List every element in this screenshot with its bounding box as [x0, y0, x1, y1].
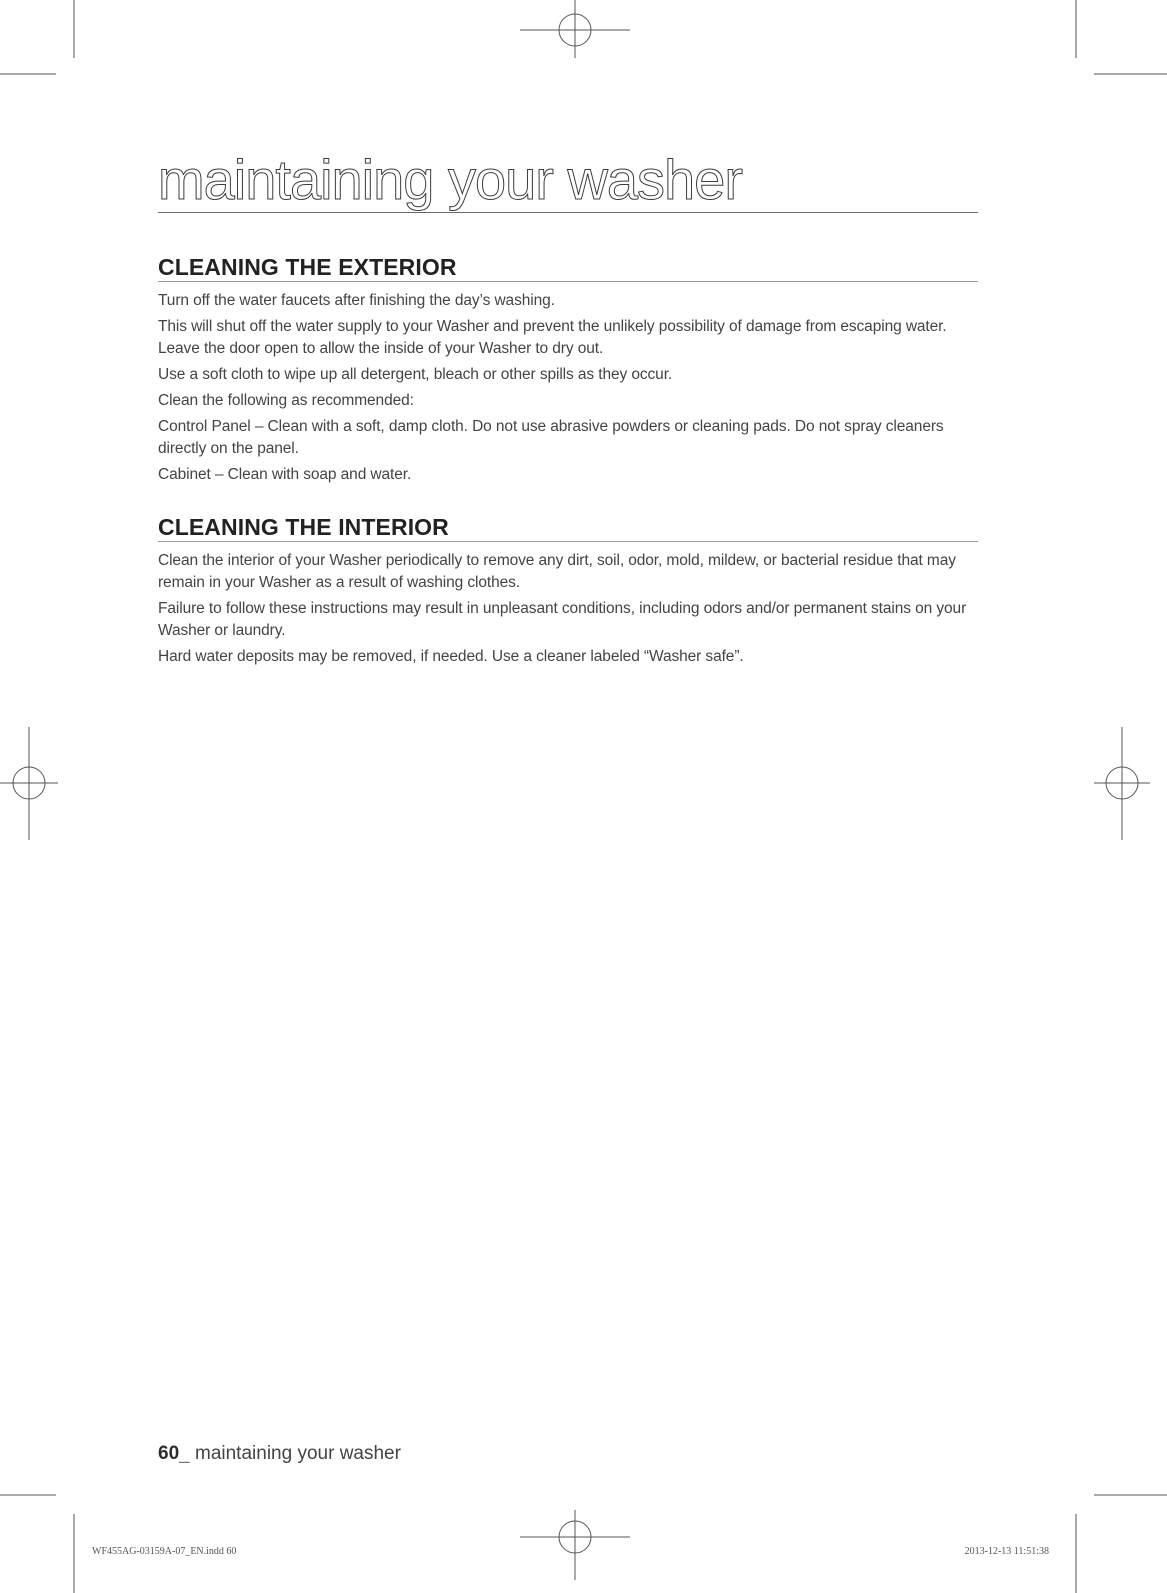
paragraph: Hard water deposits may be removed, if needed. Use a cleaner labeled “Washer safe”.	[158, 648, 744, 665]
section-heading: CLEANING THE EXTERIOR	[158, 254, 978, 282]
print-slug-timestamp: 2013-12-13 11:51:38	[964, 1546, 1049, 1557]
paragraph: Use a soft cloth to wipe up all detergent, bleach or other spills as they occur.	[158, 366, 673, 383]
footer-section-name: maintaining your washer	[195, 1443, 401, 1464]
page-title: maintaining your washer	[158, 150, 978, 213]
section-cleaning-interior	[158, 514, 978, 672]
paragraph: Control Panel – Clean with a soft, damp cloth. Do not use abrasive powders or cleaning pads. Do not spray cleaners directly on the panel.	[158, 418, 944, 457]
page-footer	[158, 1443, 401, 1465]
paragraph: Clean the following as recommended:	[158, 392, 414, 409]
footer-separator: _	[179, 1443, 190, 1464]
registration-target-bottom	[520, 1510, 630, 1580]
page-number: 60	[158, 1443, 180, 1464]
registration-target-left	[0, 727, 58, 840]
paragraph: This will shut off the water supply to your Washer and prevent the unlikely possibility of damage from escaping water. Leave the door open to allow the inside of your Washer to dry out.	[158, 318, 947, 357]
paragraph: Cabinet – Clean with soap and water.	[158, 466, 412, 483]
section-cleaning-exterior	[158, 254, 978, 490]
paragraph: Turn off the water faucets after finishing the day’s washing.	[158, 292, 555, 309]
print-slug-filename: WF455AG-03159A-07_EN.indd 60	[92, 1546, 237, 1557]
section-heading: CLEANING THE INTERIOR	[158, 514, 978, 542]
registration-target-top	[520, 0, 630, 58]
paragraph: Failure to follow these instructions may result in unpleasant conditions, including odors and/or permanent stains on your Washer or laundry.	[158, 600, 967, 639]
registration-target-right	[1094, 727, 1150, 840]
paragraph: Clean the interior of your Washer periodically to remove any dirt, soil, odor, mold, mildew, or bacterial residue that may remain in your Washer as a result of washing clothes.	[158, 552, 956, 591]
